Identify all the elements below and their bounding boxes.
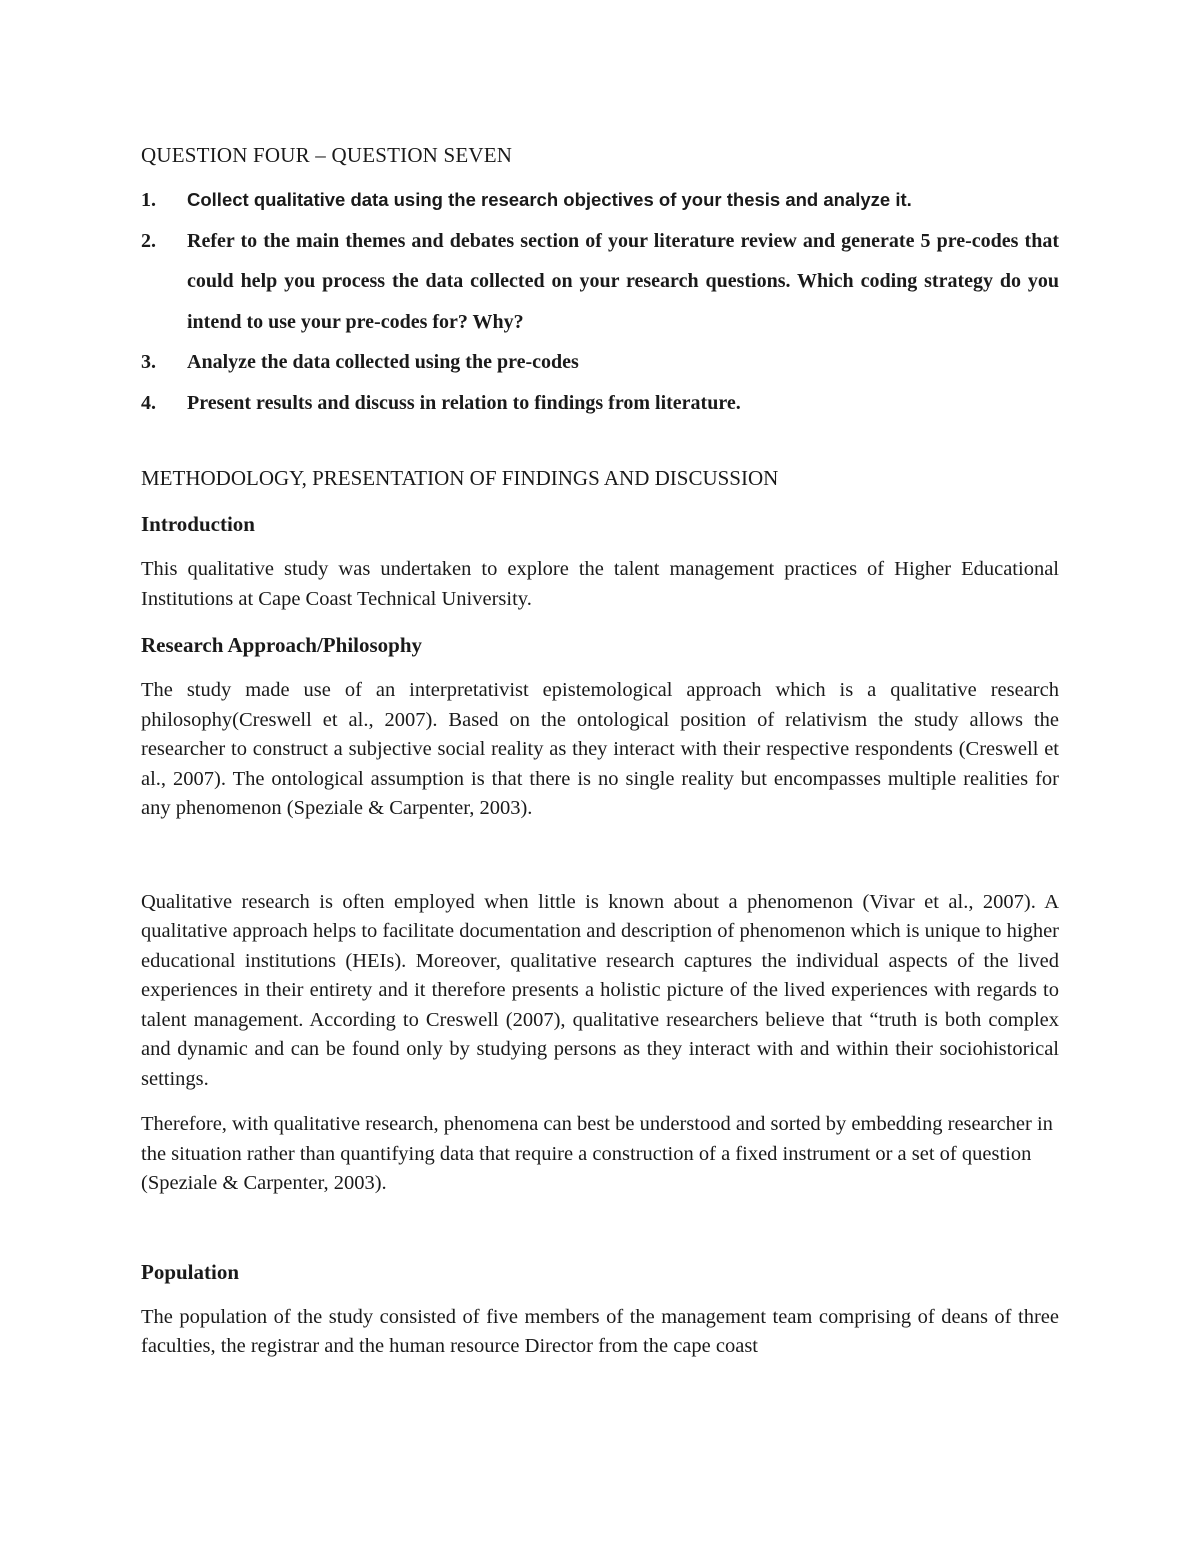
introduction-paragraph: This qualitative study was undertaken to explore the talent management practices of Higher Educational Institutions at Cape Coast Technical University. xyxy=(141,558,1059,610)
question-item-1 xyxy=(141,180,1059,221)
question-number: 1. xyxy=(141,189,156,211)
question-text: Analyze the data collected using the pre-codes xyxy=(187,351,579,373)
question-list xyxy=(141,180,1059,423)
question-text: Present results and discuss in relation to findings from literature. xyxy=(187,391,741,414)
question-item-3 xyxy=(141,342,1059,383)
question-number: 2. xyxy=(141,229,156,252)
question-item-2 xyxy=(141,221,1059,343)
question-text: Refer to the main themes and debates section of your literature review and generate 5 pre-codes that could help you process the data collected on your research questions. Which coding strategy do you intend to use your pre-codes for? Why? xyxy=(187,229,1059,333)
question-number: 4. xyxy=(141,391,156,414)
question-text: Collect qualitative data using the research objectives of your thesis and analyze it. xyxy=(187,189,912,210)
question-number: 3. xyxy=(141,351,156,373)
question-item-4 xyxy=(141,383,1059,424)
section-title: METHODOLOGY, PRESENTATION OF FINDINGS AND DISCUSSION xyxy=(141,466,779,490)
document-page xyxy=(141,140,1059,1362)
population-paragraph: The population of the study consisted of five members of the management team comprising of deans of three faculties, the registrar and the human resource Director from the cape coast xyxy=(141,1305,1059,1357)
research-approach-paragraph-3: Therefore, with qualitative research, phenomena can best be understood and sorted by embedding researcher in the situation rather than quantifying data that require a construction of a fixed instrument or a set of question (Speziale & Carpenter, 2003). xyxy=(141,1113,1053,1194)
research-approach-paragraph-2: Qualitative research is often employed when little is known about a phenomenon (Vivar et al., 2007). A qualitative approach helps to facilitate documentation and description of phenomenon which is unique to higher educational institutions (HEIs). Moreover, qualitative research captures the individual aspects of the lived experiences in their entirety and it therefore presents a holistic picture of the lived experiences with regards to talent management. According to Creswell (2007), qualitative researchers believe that “truth is both complex and dynamic and can be found only by studying persons as they interact with and within their sociohistorical settings. xyxy=(141,890,1059,1090)
research-approach-paragraph-1: The study made use of an interpretativist epistemological approach which is a qualitative research philosophy(Creswell et al., 2007). Based on the ontological position of relativism the study allows the researcher to construct a subjective social reality as they interact with their respective respondents (Creswell et al., 2007). The ontological assumption is that there is no single reality but encompasses multiple realities for any phenomenon (Speziale & Carpenter, 2003). xyxy=(141,679,1059,819)
question-heading: QUESTION FOUR – QUESTION SEVEN xyxy=(141,143,513,167)
population-heading: Population xyxy=(141,1259,240,1284)
research-approach-heading: Research Approach/Philosophy xyxy=(141,633,423,657)
introduction-heading: Introduction xyxy=(141,512,255,536)
